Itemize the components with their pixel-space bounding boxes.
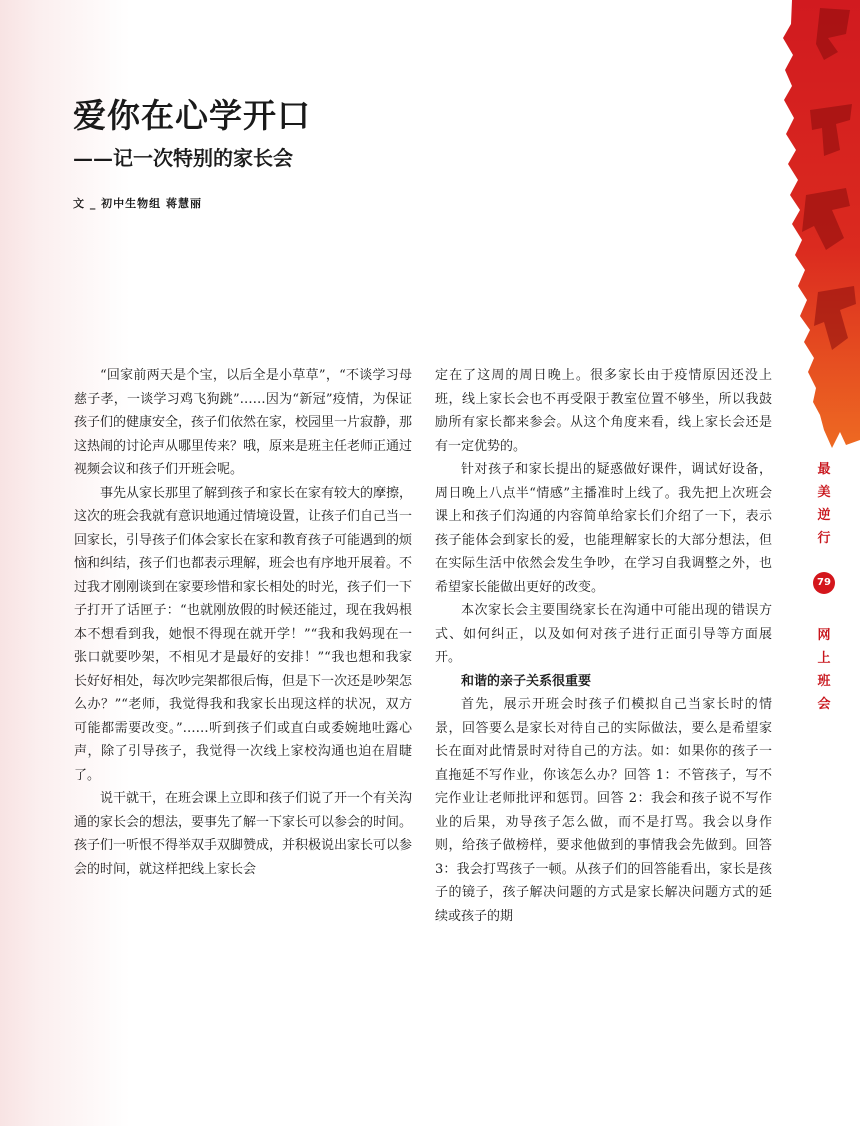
section-label-vertical bbox=[813, 458, 835, 550]
paragraph: 说干就干，在班会课上立即和孩子们说了开一个有关沟通的家长会的想法，要事先了解一下家长可以参会的时间。孩子们一听恨不得举双手双脚赞成，并积极说出家长可以参会的时间，就这样把线上家长会 bbox=[74, 791, 413, 877]
paragraph: 首先，展示开班会时孩子们模拟自己当家长时的情景，回答要么是家长对待自己的实际做法，要么是希望家长在面对此情景时对待自己的方法。如：如果你的孩子一直拖延不写作业，你该怎么办？回答 1：不管孩子，写不完作业让老师批评和惩罚。回答 2：我会和孩子说不写作业的后果，劝导孩子怎么做，而不是打骂。我会以身作则，给孩子做榜样，要求他做到的事情我会先做到。回答 3：我会打骂孩子一顿。从孩子们的回答能看出，家长是孩子的镜子，孩子解决问题的方式是家长解决问题方式的延续或孩子的期 bbox=[435, 697, 772, 924]
section-char: 美 bbox=[817, 485, 831, 500]
column-label-vertical bbox=[813, 624, 835, 716]
column-char: 会 bbox=[817, 697, 831, 712]
article-column-right bbox=[435, 364, 772, 928]
column-char: 班 bbox=[817, 674, 831, 689]
paragraph: 针对孩子和家长提出的疑惑做好课件，调试好设备，周日晚上八点半“情感”主播准时上线了。我先把上次班会课上和孩子们沟通的内容简单给家长们介绍了一下，表示孩子能体会到家长的爱，也能理解家长的大部分想法，但在实际生活中依然会发生争吵，在学习自我调整之外，也希望家长能做出更好的改变。 bbox=[435, 462, 772, 595]
paragraph: 事先从家长那里了解到孩子和家长在家有较大的摩擦，这次的班会我就有意识地通过情境设置，让孩子们自己当一回家长，引导孩子们体会家长在家和教育孩子可能遇到的烦恼和纠结，孩子们也都表示理解，班会也有序地开展着。不过我才刚刚谈到在家要珍惜和家长相处的时光，孩子们一下子打开了话匣子：“也就刚放假的时候还能过，现在我妈根本不想看到我，她恨不得现在就开学！”“我和我妈现在一张口就要吵架，不相见才是最好的安排！”“我也想和我家长好好相处，每次吵完架都很后悔，但是下一次还是吵架怎么办？”“老师，我觉得我和我家长出现这样的状况，双方可能都需要改变。”……听到孩子们或直白或委婉地吐露心声，除了引导孩子，我觉得一次线上家校沟通也迫在眉睫了。 bbox=[74, 485, 413, 783]
article-column-left bbox=[74, 364, 412, 881]
section-heading: 和谐的亲子关系很重要 bbox=[461, 673, 592, 689]
paragraph-continued: 定在了这周的周日晚上。很多家长由于疫情原因还没上班，线上家长会也不再受限于教室位置不够坐，所以我鼓励所有家长都来参会。从这个角度来看，线上家长会还是有一定优势的。 bbox=[435, 368, 772, 454]
section-char: 行 bbox=[817, 531, 831, 546]
column-char: 上 bbox=[817, 651, 831, 666]
paragraph: “回家前两天是个宝，以后全是小草草”，“不谈学习母慈子孝，一谈学习鸡飞狗跳”……因为“新冠”疫情，为保证孩子们的健康安全，孩子们依然在家，校园里一片寂静，那这热闹的讨论声从哪里传来？哦，原来是班主任老师正通过视频会议和孩子们开班会呢。 bbox=[74, 368, 413, 477]
article-subtitle: ——记一次特别的家长会 bbox=[73, 146, 293, 170]
page-number-badge: 79 bbox=[813, 572, 835, 594]
article-title: 爱你在心学开口 bbox=[73, 96, 311, 135]
paragraph: 本次家长会主要围绕家长在沟通中可能出现的错误方式、如何纠正，以及如何对孩子进行正面引导等方面展开。 bbox=[435, 603, 772, 665]
column-char: 网 bbox=[817, 628, 831, 643]
section-char: 最 bbox=[817, 462, 831, 477]
author-byline: 文 _ 初中生物组 蒋慧丽 bbox=[73, 197, 202, 210]
red-brush-ribbon bbox=[780, 0, 860, 450]
section-char: 逆 bbox=[817, 508, 831, 523]
